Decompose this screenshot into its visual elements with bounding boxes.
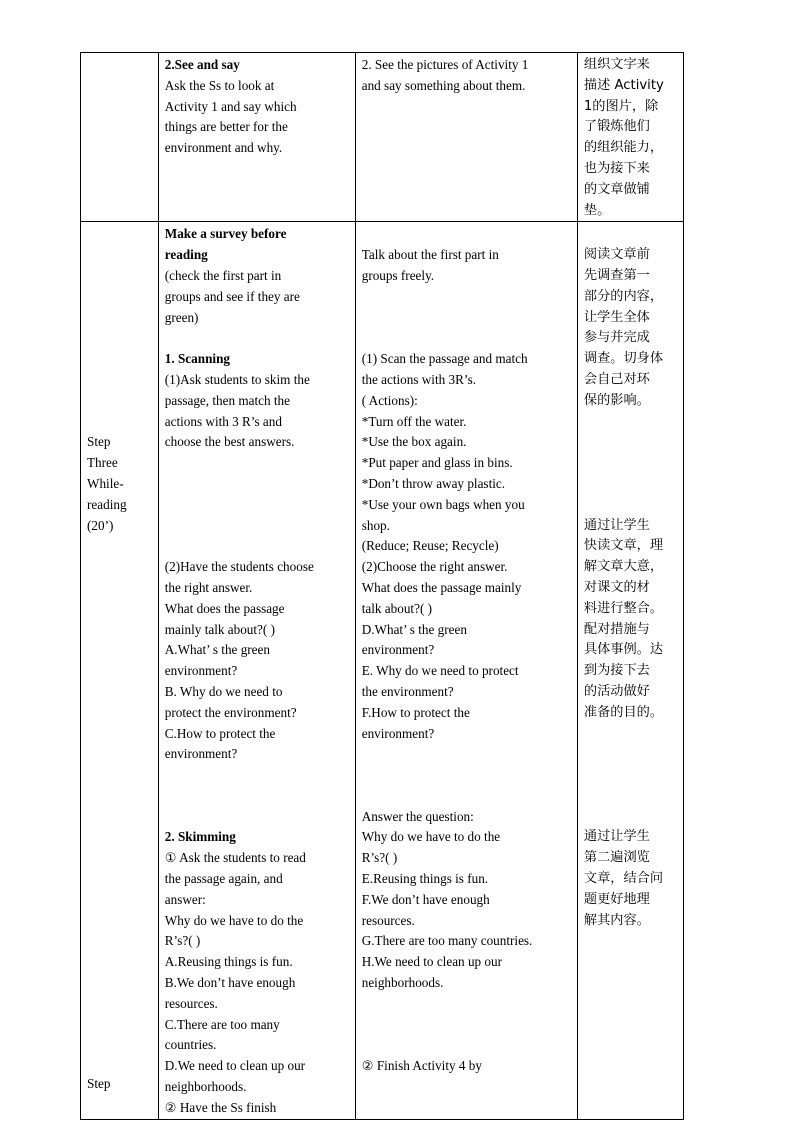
text-line: 1的图片，除 (583, 98, 659, 114)
step-label (87, 432, 127, 536)
text-line: the right answer. (164, 579, 253, 595)
text-line: resources. (361, 912, 415, 928)
text-line: environment and why. (164, 140, 283, 156)
text-line: 让学生全体 (583, 309, 650, 325)
teacher-activity-cell (158, 53, 355, 222)
text-line: E. Why do we need to protect (361, 663, 519, 679)
text-line: 解文章大意， (583, 559, 664, 575)
text-line: 也为接下来 (583, 160, 650, 176)
text-line: actions with 3 R’s and (164, 413, 282, 429)
text-line: (Reduce; Reuse; Recycle) (361, 538, 499, 554)
text-line: 部分的内容， (583, 288, 664, 304)
table-row (81, 222, 684, 1119)
text-line: (2)Choose the right answer. (361, 559, 508, 575)
text-line: 文章，结合问 (583, 871, 664, 887)
text-line: 准备的目的。 (583, 704, 664, 720)
text-line: (2)Have the students choose (164, 559, 314, 575)
survey-title: reading (164, 247, 208, 263)
survey-title: Make a survey before (164, 226, 287, 242)
step-cell (81, 222, 159, 1119)
text-line: 具体事例。达 (583, 642, 664, 658)
text-line: 解其内容。 (583, 912, 650, 928)
text-line: 了锻炼他们 (583, 119, 650, 135)
text-line: 的文章做铺 (583, 181, 650, 197)
purpose-cell (577, 53, 683, 222)
text-line: environment? (361, 725, 435, 741)
text-line: A.Reusing things is fun. (164, 954, 293, 970)
text-line: 的活动做好 (583, 683, 650, 699)
text-line: What does the passage (164, 600, 285, 616)
text-line: and say something about them. (361, 77, 526, 93)
text-line: D.We need to clean up our (164, 1058, 306, 1074)
text-line: the actions with 3R’s. (361, 371, 477, 387)
text-line: R’s?( ) (361, 850, 398, 866)
scanning-title: 1. Scanning (164, 351, 230, 367)
text-line: shop. (361, 517, 390, 533)
text-line: environment? (361, 642, 435, 658)
text-line: F.We don’t have enough (361, 891, 490, 907)
text-line: neighborhoods. (164, 1079, 247, 1095)
text-line: (check the first part in (164, 267, 282, 283)
text-line: What does the passage mainly (361, 579, 522, 595)
text-line: 2. See the pictures of Activity 1 (361, 57, 529, 72)
text-line: 描述 Activity (583, 77, 664, 93)
text-line: 垫。 (583, 202, 611, 218)
text-line: neighborhoods. (361, 975, 444, 991)
text-line: *Turn off the water. (361, 413, 467, 429)
text-line: green) (164, 309, 199, 325)
lesson-plan-table (80, 52, 684, 1120)
text-line: D.What’ s the green (361, 621, 467, 637)
text-line: answer: (164, 891, 206, 907)
text-line: Answer the question: (361, 808, 474, 824)
text-line: environment? (164, 746, 238, 762)
text-line: things are better for the (164, 119, 288, 135)
teacher-activity-cell (158, 222, 355, 1119)
text-line: 配对措施与 (583, 621, 650, 637)
text-line: groups freely. (361, 267, 435, 283)
text-line: 到为接下去 (583, 663, 650, 679)
text-line: 会自己对环 (583, 371, 650, 387)
text-line: countries. (164, 1037, 217, 1053)
text-line: 第二遍浏览 (583, 850, 650, 866)
text-line: 调查。切身体 (583, 351, 664, 367)
text-line: 保的影响。 (583, 392, 650, 408)
text-line: Ask the Ss to look at (164, 77, 275, 93)
text-line: F.How to protect the (361, 704, 470, 720)
text-line: 参与并完成 (583, 330, 650, 346)
text-line: choose the best answers. (164, 434, 295, 450)
text-line: A.What’ s the green (164, 642, 270, 658)
table-row (81, 53, 684, 222)
text-line: 快读文章，理 (583, 538, 664, 554)
text-line: ② Finish Activity 4 by (361, 1058, 482, 1074)
text-line: B.We don’t have enough (164, 975, 296, 991)
text-line: *Don’t throw away plastic. (361, 475, 506, 491)
text-line: ① Ask the students to read (164, 850, 306, 866)
text-line: 通过让学生 (583, 829, 650, 845)
text-line: environment? (164, 663, 238, 679)
text-line: Talk about the first part in (361, 247, 499, 263)
text-line: 对课文的材 (583, 579, 650, 595)
step-label-line: Step (87, 434, 111, 450)
text-line: talk about?( ) (361, 600, 433, 616)
text-line: C.There are too many (164, 1016, 280, 1032)
text-line: 题更好地理 (583, 891, 650, 907)
text-line: ② Have the Ss finish (164, 1099, 277, 1115)
text-line: groups and see if they are (164, 288, 300, 304)
text-line: G.There are too many countries. (361, 933, 533, 949)
text-line: (1) Scan the passage and match (361, 351, 528, 367)
text-line: E.Reusing things is fun. (361, 871, 489, 887)
text-line: Activity 1 and say which (164, 98, 297, 114)
step-label-line: (20’) (87, 517, 114, 533)
step-label-line: reading (87, 496, 127, 512)
text-line: 通过让学生 (583, 517, 650, 533)
text-line: Why do we have to do the (361, 829, 501, 845)
text-line: resources. (164, 995, 218, 1011)
text-line: C.How to protect the (164, 725, 276, 741)
text-line: *Use the box again. (361, 434, 467, 450)
text-line: (1)Ask students to skim the (164, 371, 310, 387)
purpose-cell (577, 222, 683, 1119)
text-line: R’s?( ) (164, 933, 201, 949)
step-cell-empty (81, 53, 159, 222)
text-line: H.We need to clean up our (361, 954, 503, 970)
text-line: protect the environment? (164, 704, 297, 720)
text-line: the passage again, and (164, 871, 283, 887)
text-line: the environment? (361, 683, 454, 699)
skimming-title: 2. Skimming (164, 829, 236, 845)
step-label-line: While- (87, 475, 124, 491)
text-line: *Use your own bags when you (361, 496, 525, 512)
step-label-line: Three (87, 455, 118, 471)
text-line: Why do we have to do the (164, 912, 304, 928)
text-line: ( Actions): (361, 392, 418, 408)
text-line: passage, then match the (164, 392, 291, 408)
text-line: 阅读文章前 (583, 247, 650, 263)
text-line: *Put paper and glass in bins. (361, 455, 513, 471)
text-line: B. Why do we need to (164, 683, 283, 699)
text-line: 的组织能力， (583, 140, 664, 156)
activity-title: 2.See and say (164, 57, 240, 72)
text-line: mainly talk about?( ) (164, 621, 275, 637)
next-step-label: Step (87, 1076, 111, 1092)
text-line: 组织文字来 (583, 57, 650, 72)
text-line: 先调查第一 (583, 267, 650, 283)
student-activity-cell (355, 53, 577, 222)
text-line: 料进行整合。 (583, 600, 664, 616)
student-activity-cell (355, 222, 577, 1119)
